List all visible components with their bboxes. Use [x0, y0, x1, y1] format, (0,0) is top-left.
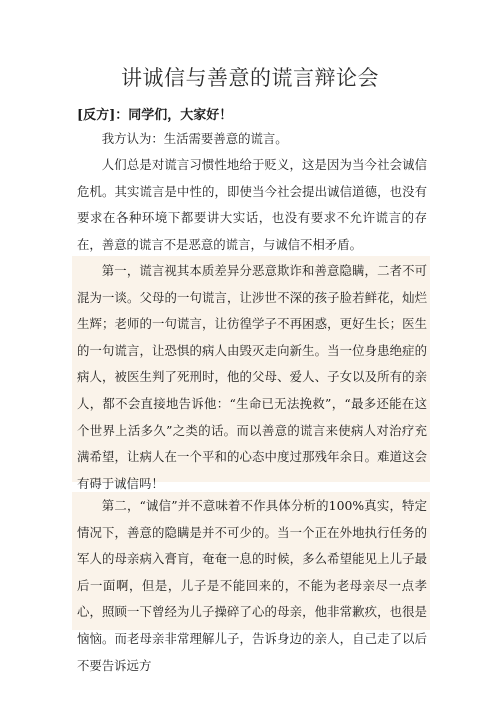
speaker-label: [反方]：同学们，大家好！ [77, 108, 233, 123]
paragraph-3 [77, 258, 427, 497]
paragraph-2 [77, 152, 427, 258]
document-title: 讲诚信与善意的谎言辩论会 [121, 66, 379, 90]
paragraph-2-text: 人们总是对谎言习惯性地给于贬义，这是因为当今社会诚信危机。其实谎言是中性的，即使当今社会提出诚信道德，也没有要求在各种环境下都要讲大实话，也没有要求不允许谎言的存在，善意的谎言不是恶意的谎言，与诚信不相矛盾。 [77, 157, 427, 252]
paragraph-1 [77, 126, 427, 153]
paragraph-3-text: 第一，谎言视其本质差异分恶意欺诈和善意隐瞒，二者不可混为一谈。父母的一句谎言，让涉世不深的孩子脸若鲜花，灿烂生辉；老师的一句谎言，让彷徨学子不再困惑，更好生长；医生的一句谎言，让恐惧的病人由毁灭走向新生。当一位身患绝症的病人，被医生判了死刑时，他的父母、爱人、子女以及所有的亲人，都不会直接地告诉他：“生命已无法挽救”，“最多还能在这个世界上活多久”之类的话。而以善意的谎言来使病人对治疗充满希望，让病人在一个平和的心态中度过那残年余日。难道这会有碍于诚信吗！ [77, 263, 427, 491]
paragraph-4 [77, 493, 427, 679]
paragraph-4-text: 第二，“诚信”并不意味着不作具体分析的100%真实，特定情况下，善意的隐瞒是并不可少的。当一个正在外地执行任务的军人的母亲病入膏肓，奄奄一息的时候，多么希望能见上儿子最后一面啊，但是，儿子是不能回来的，不能为老母亲尽一点孝心，照顾一下曾经为儿子操碎了心的母亲，他非常歉疚，也很是恼恼。而老母亲非常理解儿子，告诉身边的亲人，自己走了以后不要告诉远方 [77, 498, 427, 673]
paragraph-1-text: 我方认为：生活需要善意的谎言。 [101, 131, 288, 146]
